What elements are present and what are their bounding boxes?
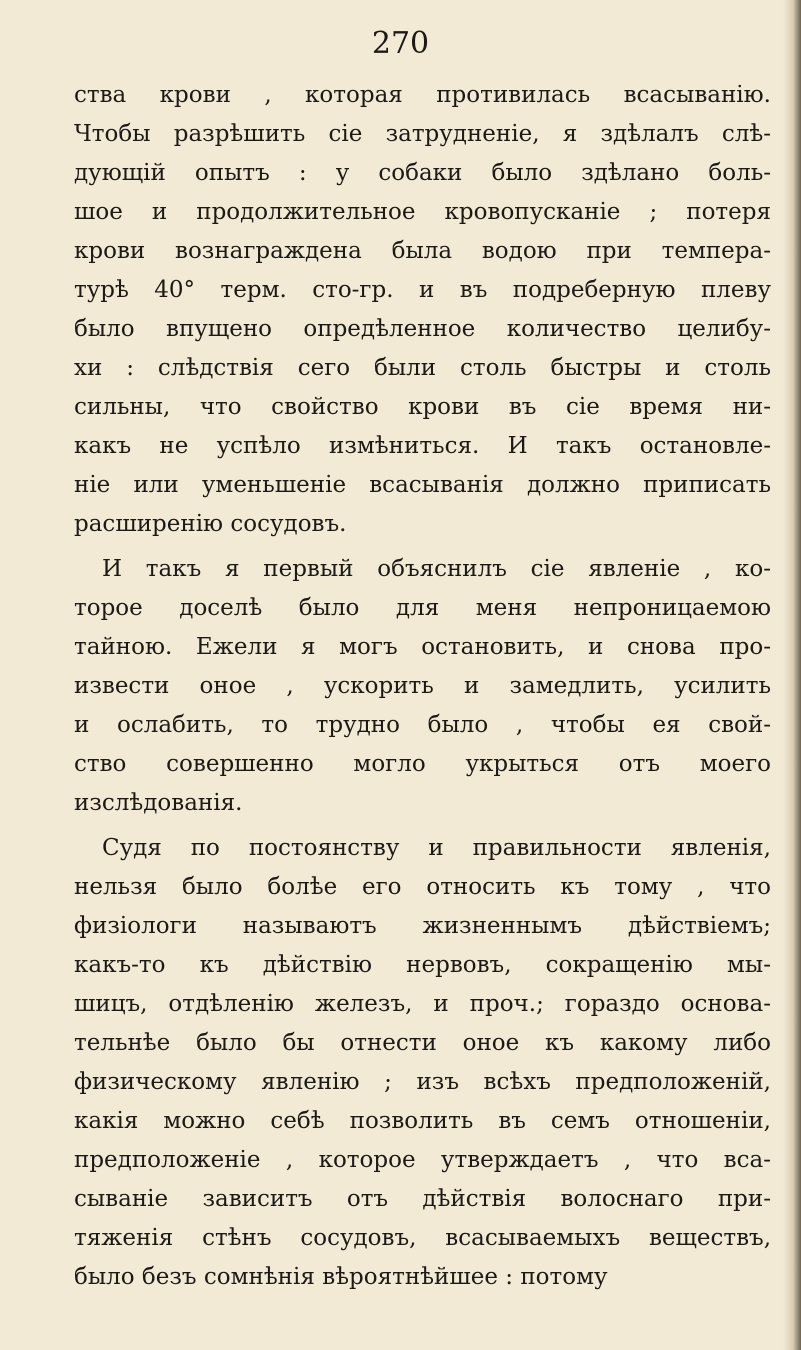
text-line: ства крови , которая противилась всасыванію.	[74, 82, 771, 108]
text-line: предположеніе , которое утверждаетъ , что вса-	[74, 1147, 771, 1173]
text-line: тяженія стѣнъ сосудовъ, всасываемыхъ веществъ,	[74, 1225, 771, 1251]
page-number: 270	[371, 26, 430, 61]
text-line: дующій опытъ : у собаки было здѣлано боль-	[74, 160, 771, 186]
text-line: нельзя было болѣе его относить къ тому , что	[74, 874, 771, 900]
text-line: было безъ сомнѣнія вѣроятнѣйшее : потому	[74, 1264, 608, 1290]
text-line: физическому явленію ; изъ всѣхъ предположеній,	[74, 1069, 771, 1095]
text-line: ніе или уменьшеніе всасыванія должно приписать	[74, 472, 771, 498]
text-line: сильны, что свойство крови въ сіе время ни-	[74, 394, 771, 420]
text-line: какъ не успѣло измѣниться. И такъ остановле-	[74, 433, 771, 459]
text-line: шое и продолжительное кровопусканіе ; потеря	[74, 199, 771, 225]
text-line: шицъ, отдѣленію железъ, и проч.; гораздо основа-	[74, 991, 771, 1017]
text-line: расширенію сосудовъ.	[74, 511, 347, 537]
page-spine-shadow	[783, 0, 801, 1350]
text-line: крови вознаграждена была водою при темпера-	[74, 238, 771, 264]
text-line: тельнѣе было бы отнести оное къ какому либо	[74, 1030, 771, 1056]
text-line: и ослабить, то трудно было , чтобы ея свой-	[74, 712, 771, 738]
paragraph-1	[74, 76, 771, 544]
text-line: было впущено опредѣленное количество целибу-	[74, 316, 771, 342]
paragraph-2	[74, 550, 771, 823]
text-line: сываніе зависитъ отъ дѣйствія волоснаго при-	[74, 1186, 771, 1212]
text-line: физіологи называютъ жизненнымъ дѣйствіемъ;	[74, 913, 771, 939]
text-line: ство совершенно могло укрыться отъ моего	[74, 751, 771, 777]
text-line: изслѣдованія.	[74, 790, 243, 816]
text-line: извести оное , ускорить и замедлить, усилить	[74, 673, 771, 699]
text-line: какія можно себѣ позволить въ семъ отношеніи,	[74, 1108, 771, 1134]
text-line: хи : слѣдствія сего были столь быстры и столь	[74, 355, 771, 381]
body-text	[74, 76, 771, 1297]
text-line: И такъ я первый объяснилъ сіе явленіе , ко-	[102, 556, 771, 582]
text-line: какъ-то къ дѣйствію нервовъ, сокращенію мы-	[74, 952, 771, 978]
text-line: торое доселѣ было для меня непроницаемою	[74, 595, 771, 621]
text-line: тайною. Ежели я могъ остановить, и снова про-	[74, 634, 771, 660]
text-line: Чтобы разрѣшить сіе затрудненіе, я здѣлалъ слѣ-	[74, 121, 771, 147]
paragraph-3	[74, 829, 771, 1297]
text-line: турѣ 40° терм. сто-гр. и въ подреберную плеву	[74, 277, 771, 303]
text-line: Судя по постоянству и правильности явленія,	[102, 835, 771, 861]
